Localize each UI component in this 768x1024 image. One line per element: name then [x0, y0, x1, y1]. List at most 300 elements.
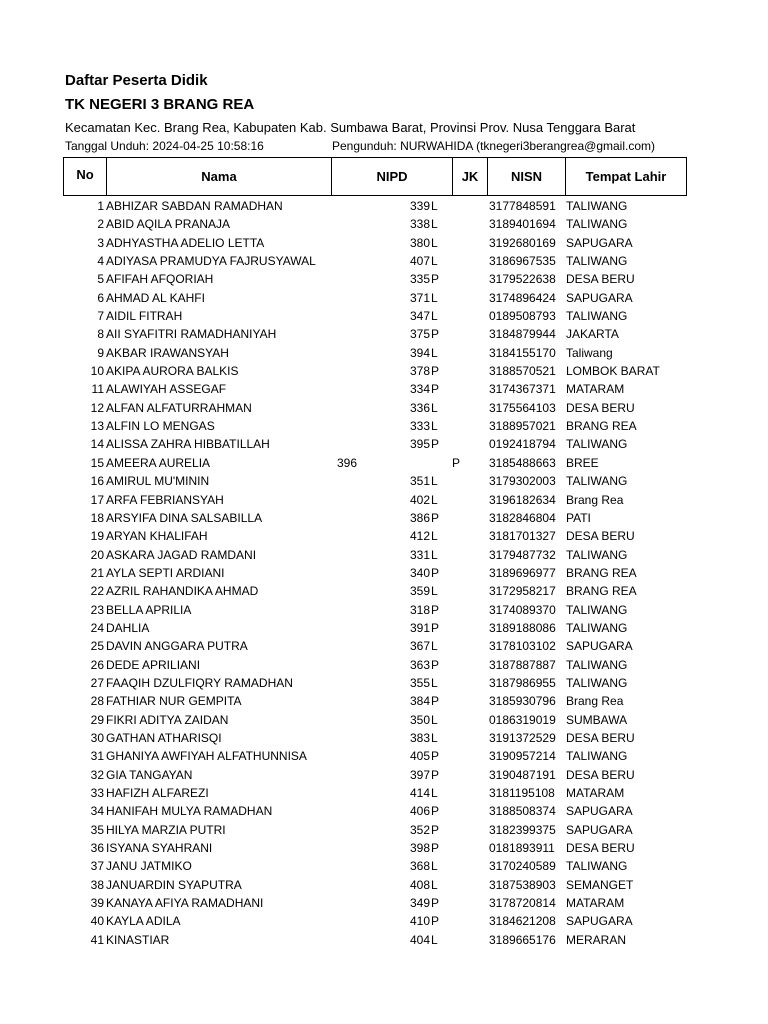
cell-nama: HANIFAH MULYA RAMADHAN: [106, 804, 273, 819]
cell-nama: DEDE APRILIANI: [106, 657, 201, 672]
cell-no: 24: [90, 620, 104, 635]
cell-nipd: 331: [409, 547, 430, 562]
cell-no: 14: [90, 437, 104, 452]
cell-no: 38: [90, 877, 104, 892]
cell-nipd: 405: [409, 749, 430, 764]
cell-no: 9: [97, 345, 104, 360]
table-row: [0, 931, 768, 949]
cell-nipd: 407: [409, 254, 430, 269]
cell-nipd: 340: [409, 565, 430, 580]
cell-nisn: 3190487191: [489, 767, 556, 782]
cell-nama: DAVIN ANGGARA PUTRA: [106, 639, 248, 654]
cell-tempat-lahir: TALIWANG: [566, 254, 628, 269]
cell-nisn: 3181195108: [489, 786, 555, 800]
table-row: [0, 344, 768, 362]
cell-no: 39: [90, 896, 104, 911]
cell-tempat-lahir: BRANG REA: [566, 584, 637, 599]
cell-nama: ARYAN KHALIFAH: [106, 529, 208, 544]
cell-tempat-lahir: PATI: [566, 510, 591, 525]
cell-tempat-lahir: MATARAM: [566, 896, 625, 911]
table-row: [0, 912, 768, 930]
cell-nisn: 3175564103: [489, 400, 556, 415]
cell-nisn: 3189188086: [489, 620, 556, 635]
cell-tempat-lahir: TALIWANG: [566, 199, 628, 213]
cell-no: 35: [90, 822, 104, 837]
cell-nipd: 404: [409, 932, 430, 947]
cell-no: 2: [97, 217, 104, 232]
table-row: [0, 472, 768, 490]
cell-jk: P: [431, 841, 440, 856]
table-row: [0, 307, 768, 325]
cell-jk: P: [431, 510, 440, 525]
cell-tempat-lahir: TALIWANG: [566, 437, 628, 452]
cell-tempat-lahir: TALIWANG: [566, 547, 628, 562]
cell-tempat-lahir: BRANG REA: [566, 419, 637, 434]
table-row: [0, 546, 768, 564]
cell-nama: AKBAR IRAWANSYAH: [106, 345, 229, 360]
cell-nama: HILYA MARZIA PUTRI: [106, 822, 226, 837]
cell-no: 40: [90, 914, 104, 929]
cell-nipd: 334: [409, 382, 430, 397]
table-row: [0, 435, 768, 453]
cell-no: 41: [90, 932, 104, 947]
cell-nisn: 3188508374: [489, 804, 556, 819]
cell-nisn: 3189696977: [489, 565, 556, 580]
cell-nipd: 396: [337, 455, 358, 470]
cell-nipd: 410: [409, 914, 430, 929]
cell-tempat-lahir: DESA BERU: [566, 730, 635, 745]
cell-nama: DAHLIA: [106, 620, 150, 635]
cell-no: 12: [90, 400, 104, 415]
cell-no: 7: [97, 309, 104, 324]
cell-nisn: 3174367371: [489, 382, 556, 397]
cell-nipd: 339: [409, 199, 430, 213]
cell-tempat-lahir: TALIWANG: [566, 309, 628, 324]
table-row: [0, 252, 768, 270]
cell-nisn: 3189401694: [489, 217, 556, 232]
table-row: [0, 857, 768, 875]
cell-jk: L: [431, 547, 438, 562]
cell-jk: L: [431, 235, 438, 250]
cell-nipd: 349: [409, 896, 430, 911]
cell-tempat-lahir: LOMBOK BARAT: [566, 364, 660, 379]
cell-nipd: 408: [409, 877, 430, 892]
cell-jk: L: [431, 877, 438, 892]
cell-nama: ASKARA JAGAD RAMDANI: [106, 547, 257, 562]
cell-jk: L: [431, 309, 438, 324]
cell-nama: GATHAN ATHARISQI: [106, 730, 222, 745]
cell-nisn: 3187887887: [489, 657, 556, 672]
cell-no: 15: [90, 455, 104, 470]
table-row: [0, 289, 768, 307]
cell-nisn: 0181893911: [489, 841, 555, 856]
cell-jk: P: [431, 749, 440, 764]
table-row: [0, 380, 768, 398]
cell-tempat-lahir: BREE: [566, 455, 599, 470]
cell-nipd: 391: [409, 620, 430, 635]
table-row: [0, 215, 768, 233]
cell-tempat-lahir: SAPUGARA: [566, 235, 633, 250]
cell-jk: L: [431, 639, 438, 654]
cell-tempat-lahir: SUMBAWA: [566, 712, 628, 727]
cell-nipd: 384: [409, 694, 430, 709]
school-name: TK NEGERI 3 BRANG REA: [65, 96, 255, 113]
cell-nipd: 333: [409, 419, 430, 434]
cell-tempat-lahir: TALIWANG: [566, 217, 628, 232]
cell-jk: P: [452, 455, 461, 470]
cell-nama: FATHIAR NUR GEMPITA: [106, 694, 242, 709]
cell-nipd: 363: [409, 657, 430, 672]
cell-tempat-lahir: TALIWANG: [566, 749, 628, 764]
header-nisn: NISN: [488, 158, 566, 195]
table-row: [0, 876, 768, 894]
cell-tempat-lahir: DESA BERU: [566, 529, 635, 544]
cell-jk: L: [431, 786, 438, 800]
cell-nama: ALFIN LO MENGAS: [106, 419, 215, 434]
cell-nipd: 394: [409, 345, 430, 360]
cell-nipd: 318: [409, 602, 430, 617]
cell-nama: JANUARDIN SYAPUTRA: [106, 877, 242, 892]
cell-nipd: 398: [409, 841, 430, 856]
cell-tempat-lahir: DESA BERU: [566, 400, 635, 415]
cell-nisn: 3178720814: [489, 896, 556, 911]
cell-no: 30: [90, 730, 104, 745]
download-date: Tanggal Unduh: 2024-04-25 10:58:16: [65, 139, 264, 153]
cell-tempat-lahir: SAPUGARA: [566, 822, 633, 837]
cell-tempat-lahir: Taliwang: [566, 345, 613, 360]
cell-nisn: 3186967535: [489, 254, 556, 269]
table-row: [0, 839, 768, 857]
cell-nama: FAAQIH DZULFIQRY RAMADHAN: [106, 675, 293, 690]
cell-nama: ABID AQILA PRANAJA: [106, 217, 231, 232]
table-row: [0, 729, 768, 747]
cell-tempat-lahir: MERARAN: [566, 932, 627, 947]
cell-tempat-lahir: Brang Rea: [566, 694, 624, 709]
cell-tempat-lahir: SEMANGET: [566, 877, 634, 892]
cell-nipd: 335: [409, 272, 430, 287]
cell-nama: ARFA FEBRIANSYAH: [106, 492, 224, 507]
cell-jk: P: [431, 914, 440, 929]
cell-nipd: 397: [409, 767, 430, 782]
cell-jk: L: [431, 474, 438, 489]
header-jk: JK: [453, 158, 488, 195]
cell-no: 34: [90, 804, 104, 819]
cell-no: 8: [97, 327, 104, 342]
cell-tempat-lahir: MATARAM: [566, 382, 625, 397]
header-nama: Nama: [107, 158, 332, 195]
cell-tempat-lahir: TALIWANG: [566, 675, 628, 690]
cell-nisn: 3184621208: [489, 914, 556, 929]
table-row: [0, 491, 768, 509]
cell-tempat-lahir: BRANG REA: [566, 565, 637, 580]
cell-no: 18: [90, 510, 104, 525]
cell-tempat-lahir: MATARAM: [566, 786, 625, 800]
cell-nisn: 0192418794: [489, 437, 556, 452]
table-row: [0, 582, 768, 600]
cell-nipd: 380: [409, 235, 430, 250]
cell-nipd: 414: [409, 786, 430, 800]
table-row: [0, 894, 768, 912]
cell-nisn: 3188957021: [489, 419, 556, 434]
cell-no: 6: [97, 290, 104, 305]
cell-jk: L: [431, 675, 438, 690]
cell-nisn: 3181701327: [489, 529, 556, 544]
cell-nama: KINASTIAR: [106, 932, 170, 947]
cell-no: 10: [90, 364, 104, 379]
cell-nisn: 3177848591: [489, 199, 556, 213]
header-tempat-lahir: Tempat Lahir: [585, 169, 667, 184]
cell-jk: P: [431, 657, 440, 672]
cell-nisn: 3179302003: [489, 474, 556, 489]
cell-nama: ALFAN ALFATURRAHMAN: [106, 400, 252, 415]
cell-nipd: 386: [409, 510, 430, 525]
cell-nisn: 3192680169: [489, 235, 556, 250]
cell-nama: GIA TANGAYAN: [106, 767, 193, 782]
cell-nisn: 3187538903: [489, 877, 556, 892]
cell-nisn: 3174089370: [489, 602, 556, 617]
cell-tempat-lahir: SAPUGARA: [566, 290, 633, 305]
table-row: [0, 656, 768, 674]
cell-jk: L: [431, 584, 438, 599]
table-header: [63, 157, 687, 196]
cell-nisn: 3179522638: [489, 272, 556, 287]
cell-no: 3: [97, 235, 104, 250]
cell-no: 26: [90, 657, 104, 672]
cell-nipd: 402: [409, 492, 430, 507]
cell-jk: P: [431, 364, 440, 379]
table-row: [0, 821, 768, 839]
cell-jk: L: [431, 217, 438, 232]
cell-no: 19: [90, 529, 104, 544]
cell-nama: ALAWIYAH ASSEGAF: [106, 382, 227, 397]
cell-nipd: 395: [409, 437, 430, 452]
table-row: [0, 362, 768, 380]
cell-no: 4: [97, 254, 104, 269]
cell-no: 11: [91, 382, 104, 397]
cell-jk: P: [431, 565, 440, 580]
cell-no: 21: [90, 565, 104, 580]
table-row: [0, 674, 768, 692]
cell-nama: ARSYIFA DINA SALSABILLA: [106, 510, 263, 525]
cell-nipd: 378: [409, 364, 430, 379]
cell-jk: P: [431, 822, 440, 837]
location-line: Kecamatan Kec. Brang Rea, Kabupaten Kab. Sumbawa Barat, Provinsi Prov. Nusa Tenggara Barat: [65, 120, 636, 135]
cell-nisn: 3188570521: [489, 364, 556, 379]
cell-nipd: 412: [409, 529, 430, 544]
cell-nama: FIKRI ADITYA ZAIDAN: [106, 712, 229, 727]
cell-nisn: 3184879944: [489, 327, 556, 342]
cell-jk: P: [431, 767, 440, 782]
cell-nipd: 355: [409, 675, 430, 690]
cell-no: 31: [90, 749, 104, 764]
table-row: [0, 270, 768, 288]
cell-nama: AYLA SEPTI ARDIANI: [106, 565, 225, 580]
cell-no: 25: [90, 639, 104, 654]
cell-no: 36: [90, 841, 104, 856]
cell-jk: L: [431, 419, 438, 434]
cell-jk: L: [431, 859, 438, 874]
cell-nipd: 367: [409, 639, 430, 654]
cell-tempat-lahir: SAPUGARA: [566, 639, 633, 654]
cell-no: 5: [97, 272, 104, 287]
cell-nipd: 375: [409, 327, 430, 342]
cell-nama: AMIRUL MU'MININ: [106, 474, 210, 489]
cell-nipd: 371: [409, 290, 430, 305]
cell-nipd: 351: [409, 474, 430, 489]
cell-no: 28: [90, 694, 104, 709]
cell-nama: KAYLA ADILA: [106, 914, 181, 929]
table-row: [0, 802, 768, 820]
cell-nama: ADHYASTHA ADELIO LETTA: [106, 235, 265, 250]
table-row: [0, 619, 768, 637]
cell-nisn: 3182846804: [489, 510, 556, 525]
cell-no: 33: [90, 786, 104, 800]
table-row: [0, 784, 768, 802]
cell-nama: AMEERA AURELIA: [106, 455, 211, 470]
cell-jk: L: [431, 400, 438, 415]
cell-nama: ADIYASA PRAMUDYA FAJRUSYAWAL: [106, 254, 316, 269]
cell-tempat-lahir: Brang Rea: [566, 492, 624, 507]
cell-nama: HAFIZH ALFAREZI: [106, 786, 209, 800]
cell-nisn: 3190957214: [489, 749, 556, 764]
table-row: [0, 234, 768, 252]
table-row: [0, 197, 768, 215]
cell-tempat-lahir: DESA BERU: [566, 767, 635, 782]
cell-nisn: 3179487732: [489, 547, 556, 562]
cell-tempat-lahir: DESA BERU: [566, 841, 635, 856]
table-row: [0, 601, 768, 619]
cell-jk: P: [431, 620, 440, 635]
cell-nisn: 3174896424: [489, 290, 556, 305]
cell-jk: P: [431, 694, 440, 709]
cell-nisn: 3184155170: [489, 345, 556, 360]
cell-jk: L: [431, 345, 438, 360]
cell-jk: L: [431, 730, 438, 745]
table-row: [0, 325, 768, 343]
cell-nama: BELLA APRILIA: [106, 602, 192, 617]
cell-jk: P: [431, 382, 440, 397]
cell-nisn: 3191372529: [489, 730, 556, 745]
header-nipd: NIPD: [332, 158, 453, 195]
cell-no: 37: [90, 859, 104, 874]
cell-jk: P: [431, 437, 440, 452]
cell-nisn: 3187986955: [489, 675, 556, 690]
table-row: [0, 509, 768, 527]
cell-nama: KANAYA AFIYA RAMADHANI: [106, 896, 264, 911]
cell-tempat-lahir: TALIWANG: [566, 859, 628, 874]
cell-jk: L: [431, 254, 438, 269]
cell-nisn: 3170240589: [489, 859, 556, 874]
cell-no: 32: [90, 767, 104, 782]
cell-tempat-lahir: TALIWANG: [566, 602, 628, 617]
cell-nipd: 383: [409, 730, 430, 745]
cell-no: 13: [90, 419, 104, 434]
cell-tempat-lahir: TALIWANG: [566, 620, 628, 635]
cell-nama: AKIPA AURORA BALKIS: [106, 364, 239, 379]
cell-no: 20: [90, 547, 104, 562]
table-row: [0, 711, 768, 729]
table-row: [0, 637, 768, 655]
table-row: [0, 454, 768, 472]
table-row: [0, 692, 768, 710]
table-row: [0, 399, 768, 417]
cell-tempat-lahir: SAPUGARA: [566, 914, 633, 929]
downloader: Pengunduh: NURWAHIDA (tknegeri3berangrea@gmail.com): [332, 139, 655, 153]
cell-jk: P: [431, 896, 440, 911]
cell-tempat-lahir: DESA BERU: [566, 272, 635, 287]
cell-nipd: 359: [409, 584, 430, 599]
cell-tempat-lahir: SAPUGARA: [566, 804, 633, 819]
cell-nisn: 0189508793: [489, 309, 556, 324]
cell-tempat-lahir: TALIWANG: [566, 657, 628, 672]
header-no: No: [64, 158, 107, 195]
cell-jk: P: [431, 804, 440, 819]
cell-nipd: 336: [409, 400, 430, 415]
cell-nama: AIDIL FITRAH: [106, 309, 183, 324]
cell-nisn: 3185930796: [489, 694, 556, 709]
cell-nama: AZRIL RAHANDIKA AHMAD: [106, 584, 259, 599]
cell-nisn: 3189665176: [489, 932, 556, 947]
cell-jk: L: [431, 290, 438, 305]
cell-nama: ABHIZAR SABDAN RAMADHAN: [106, 199, 283, 213]
cell-nisn: 0186319019: [489, 712, 556, 727]
table-row: [0, 417, 768, 435]
cell-nama: JANU JATMIKO: [106, 859, 192, 874]
cell-nama: GHANIYA AWFIYAH ALFATHUNNISA: [106, 749, 307, 764]
cell-nipd: 347: [409, 309, 430, 324]
cell-jk: P: [431, 272, 440, 287]
cell-no: 29: [90, 712, 104, 727]
table-body: [0, 197, 768, 949]
cell-nipd: 368: [409, 859, 430, 874]
cell-nisn: 3185488663: [489, 455, 556, 470]
document-title: Daftar Peserta Didik: [65, 72, 208, 89]
cell-nisn: 3196182634: [489, 492, 556, 507]
table-row: [0, 564, 768, 582]
cell-jk: P: [431, 327, 440, 342]
table-row: [0, 527, 768, 545]
cell-nisn: 3178103102: [489, 639, 556, 654]
cell-jk: L: [431, 932, 438, 947]
cell-no: 16: [90, 474, 104, 489]
cell-nisn: 3172958217: [489, 584, 556, 599]
cell-nipd: 352: [409, 822, 430, 837]
cell-nama: ALISSA ZAHRA HIBBATILLAH: [106, 437, 270, 452]
cell-jk: L: [431, 199, 438, 213]
cell-nama: AHMAD AL KAHFI: [106, 290, 205, 305]
cell-no: 22: [90, 584, 104, 599]
cell-nipd: 350: [409, 712, 430, 727]
cell-tempat-lahir: JAKARTA: [566, 327, 619, 342]
cell-no: 17: [90, 492, 104, 507]
cell-no: 23: [90, 602, 104, 617]
cell-jk: L: [431, 712, 438, 727]
cell-nisn: 3182399375: [489, 822, 556, 837]
cell-nipd: 406: [409, 804, 430, 819]
cell-no: 1: [97, 199, 104, 213]
cell-no: 27: [90, 675, 104, 690]
cell-nama: ISYANA SYAHRANI: [106, 841, 213, 856]
cell-jk: L: [431, 529, 438, 544]
table-row: [0, 766, 768, 784]
cell-nama: AII SYAFITRI RAMADHANIYAH: [106, 327, 277, 342]
cell-jk: P: [431, 602, 440, 617]
table-row: [0, 747, 768, 765]
cell-nipd: 338: [409, 217, 430, 232]
cell-tempat-lahir: TALIWANG: [566, 474, 628, 489]
cell-nama: AFIFAH AFQORIAH: [106, 272, 214, 287]
cell-jk: L: [431, 492, 438, 507]
